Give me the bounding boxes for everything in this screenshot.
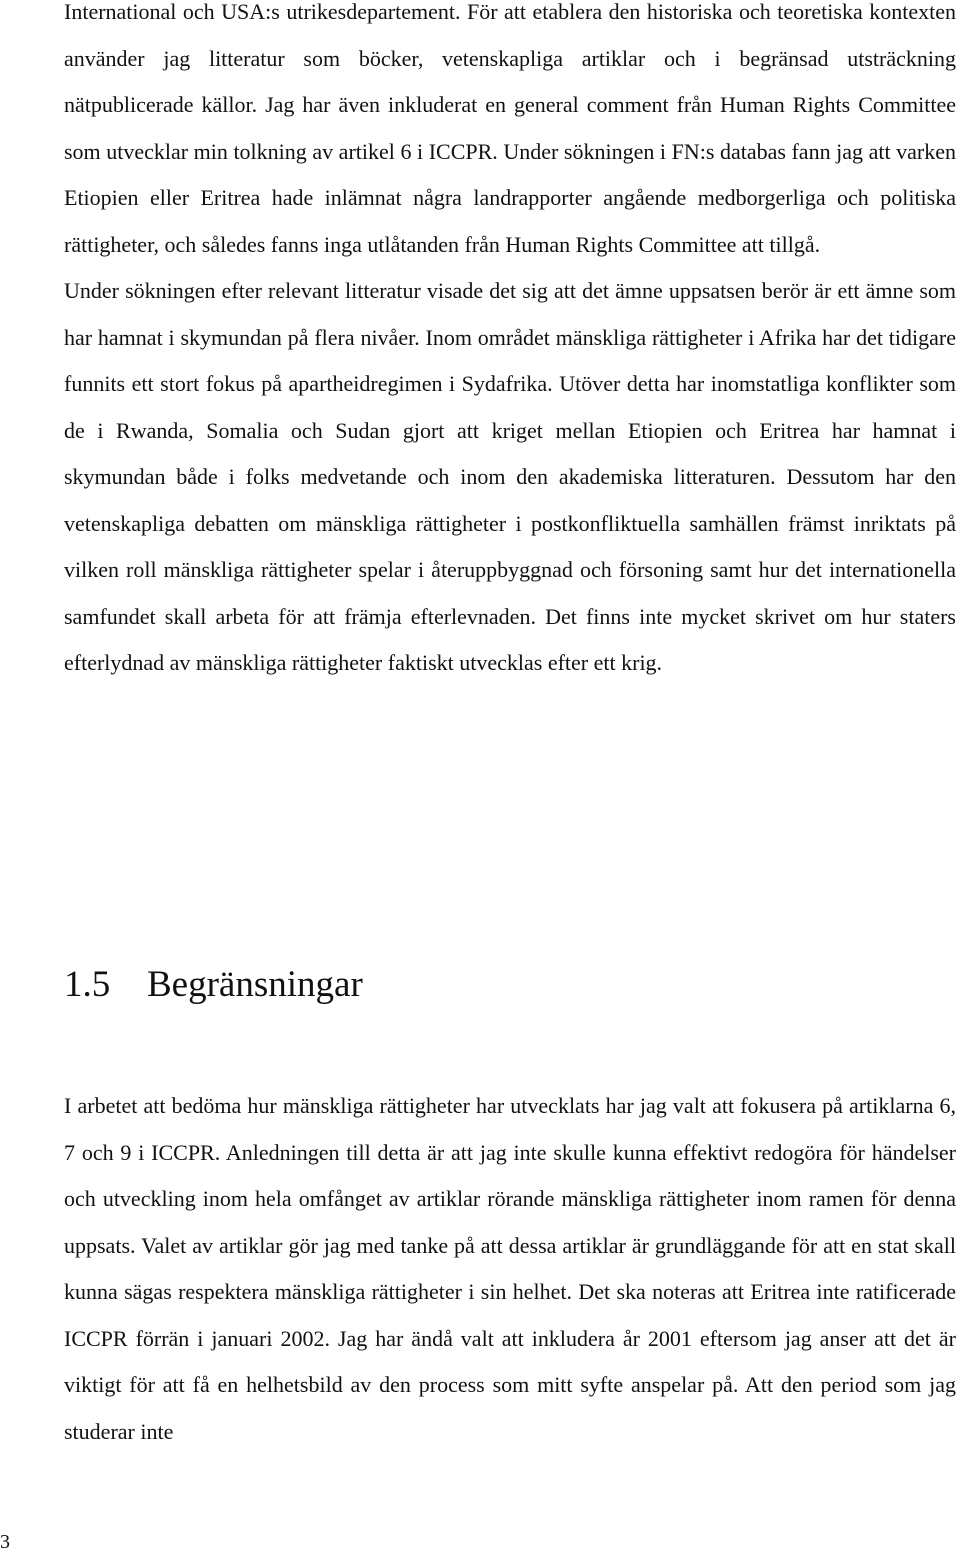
body-paragraph: International och USA:s utrikesdepartement. För att etablera den historiska och teoretiska kontexten använder jag litteratur som böcker, vetenskapliga artiklar och i begränsad utsträckning nätpublicerade källor. Jag har även inkluderat en general comment från Human Rights Committee som utvecklar min tolkning av artikel 6 i ICCPR. Under sökningen i FN:s databas fann jag att varken Etiopien eller Eritrea hade inlämnat några landrapporter angående medborgerliga och politiska rättigheter, och således fanns inga utlåtanden från Human Rights Committee att tillgå. [64,0,956,257]
section-heading [64,962,363,1008]
section-title: Begränsningar [147,964,363,1005]
section-number: 1.5 [64,964,111,1005]
page-number: 3 [0,1531,10,1553]
document-page [64,0,956,1444]
body-paragraph: Under sökningen efter relevant litteratur visade det sig att det ämne uppsatsen berör är ett ämne som har hamnat i skymundan på flera nivåer. Inom området mänskliga rättigheter i Afrika har det tidigare funnits ett stort fokus på apartheidregimen i Sydafrika. Utöver detta har inomstatliga konflikter som de i Rwanda, Somalia och Sudan gjort att kriget mellan Etiopien och Eritrea har hamnat i skymundan både i folks medvetande och inom den akademiska litteraturen. Dessutom har den vetenskapliga debatten om mänskliga rättigheter i postkonfliktuella samhällen främst inriktats på vilken roll mänskliga rättigheter spelar i återuppbyggnad och försoning samt hur det internationella samfundet skall arbeta för att främja efterlevnaden. Det finns inte mycket skrivet om hur staters efterlydnad av mänskliga rättigheter faktiskt utvecklas efter ett krig. [64,278,956,675]
body-paragraph: I arbetet att bedöma hur mänskliga rättigheter har utvecklats har jag valt att fokusera på artiklarna 6, 7 och 9 i ICCPR. Anledningen till detta är att jag inte skulle kunna effektivt redogöra för händelser och utveckling inom hela omfånget av artiklar rörande mänskliga rättigheter inom ramen för denna uppsats. Valet av artiklar gör jag med tanke på att dessa artiklar är grundläggande för att en stat skall kunna sägas respektera mänskliga rättigheter i sin helhet. Det ska noteras att Eritrea inte ratificerade ICCPR förrän i januari 2002. Jag har ändå valt att inkludera år 2001 eftersom jag anser att det är viktigt för att få en helhetsbild av den process som mitt syfte anspelar på. Att den period som jag studerar inte [64,1093,956,1444]
